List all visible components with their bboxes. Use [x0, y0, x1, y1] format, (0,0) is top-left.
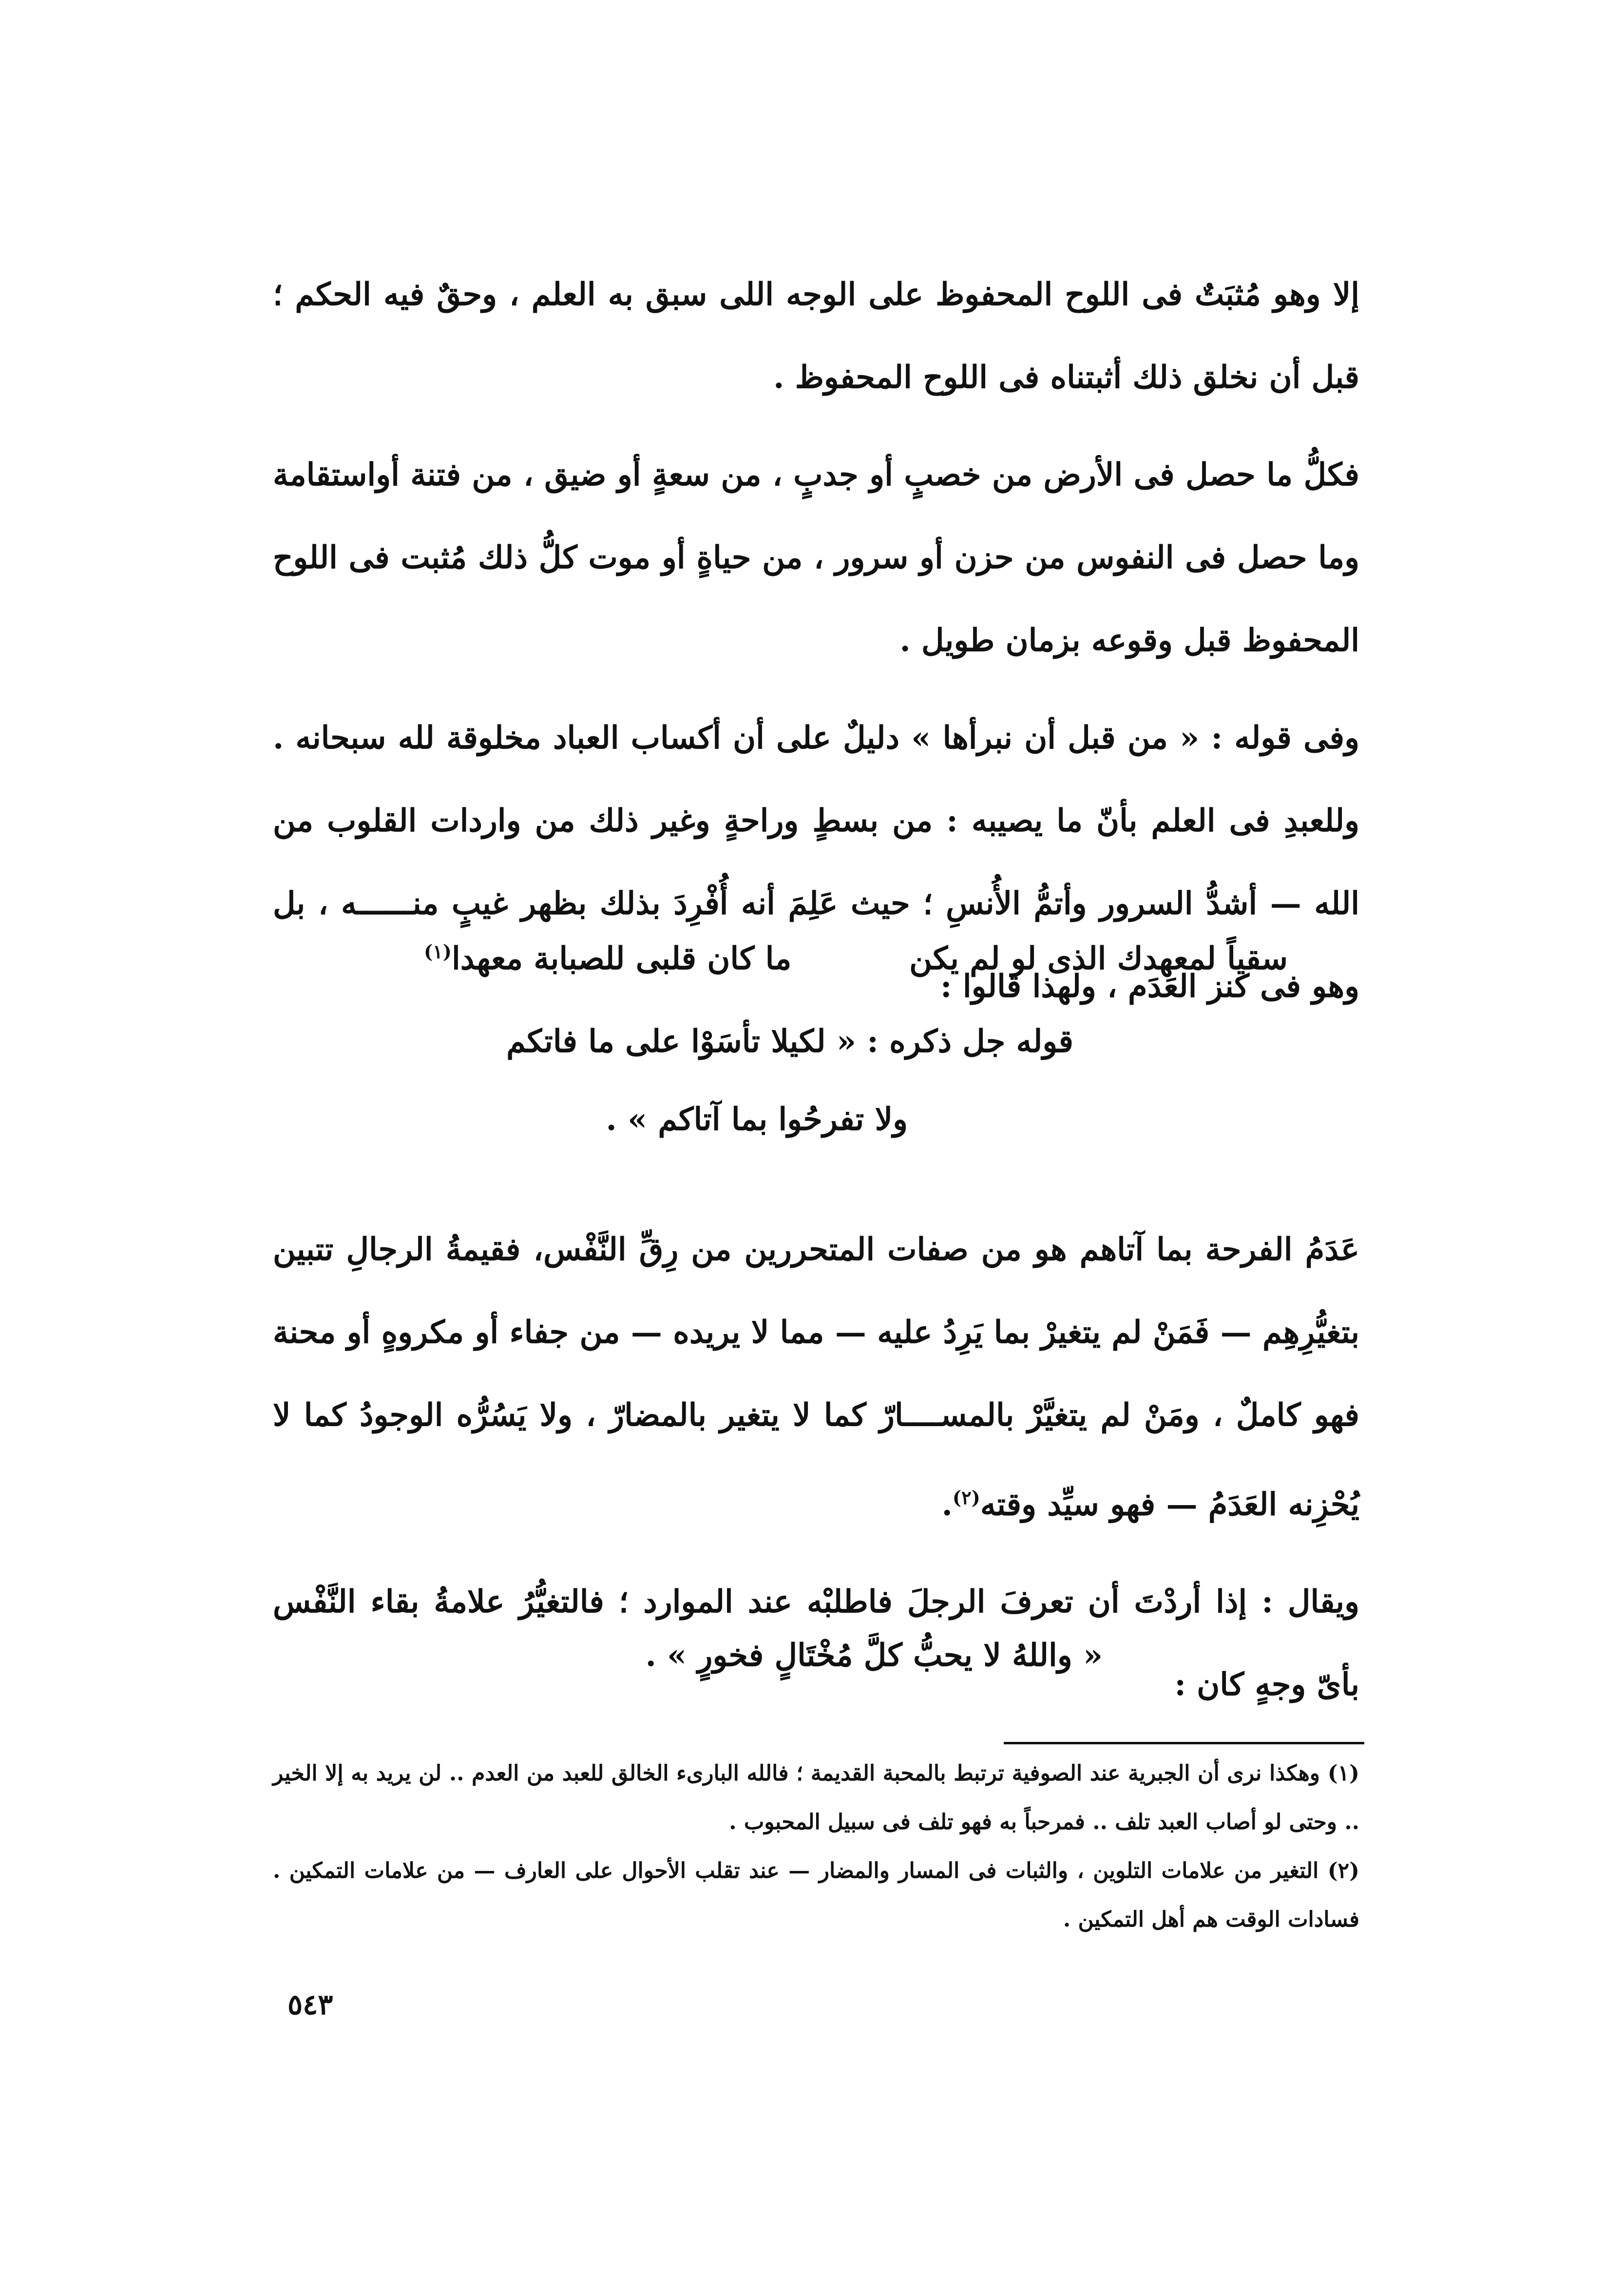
main-text-top — [273, 253, 1359, 1043]
verse-right-text: سقياً لمعهدك الذى لو لم يكن — [909, 940, 1288, 977]
footnote-1: (١) وهكذا نرى أن الجبرية عند الصوفية ترتبط بالمحبة القديمة ؛ فالله البارىء الخالق للعبد من العدم .. لن يريد به إلا الخير .. وحتى لو أصاب العبد تلف .. فمرحباً به فهو تلف فى سبيل المحبوب . — [273, 1761, 1359, 1834]
quran-quote-line-1: قوله جل ذكره : « لكيلا تأسَوْا على ما فاتكم — [506, 1023, 1073, 1060]
paragraph-4: عَدَمُ الفرحة بما آتاهم هو من صفات المتحررين من رِقِّ النَّفْس، فقيمةُ الرجالِ تتبين بتغيُّرِهِم — فَمَنْ لم يتغيرْ بما يَرِدُ عليه — مما لا يريده — من جفاء أو مكروهٍ أو محنة فهو كاملٌ ، ومَنْ لم يتغيَّرْ بالمســــارّ كما لا يتغير بالمضارّ ، ولا يَسُرُّه الوجودُ كما لا يُحْزِنه العَدَمُ — فهو سيِّد وقته$^{(٢)}$. — [273, 1231, 1360, 1523]
verse-left-text: ما كان قلبى للصبابة معهدا — [451, 940, 792, 977]
paragraph-3: وفى قوله : « من قبل أن نبرأها » دليلٌ على أن أكساب العباد مخلوقة لله سبحانه . وللعبدِ فى العلم بأنّ ما يصيبه : من بسطٍ وراحةٍ وغير ذلك من واردات القلوب من الله — أشدُّ السرور وأتمُّ الأُنسِ ؛ حيث عَلِمَ أنه أُفْرِدَ بذلك بظهر غيبٍ منــــــه ، بل وهو فى كنز العَدَم ، ولهذا قالوا : — [273, 720, 1359, 1005]
quran-quote-line-2: ولا تفرحُوا بما آتاكم » . — [606, 1101, 908, 1138]
verse-second-hemistich — [424, 940, 791, 977]
closing-quote: « واللهُ لا يحبُّ كلَّ مُخْتَالٍ فخورٍ » . — [645, 1637, 1103, 1674]
verse-first-hemistich — [909, 940, 1288, 977]
footnote-2: (٢) التغير من علامات التلوين ، والثبات فى المسار والمضار — عند تقلب الأحوال على العارف — من علامات التمكين . فسادات الوقت هم أهل التمكين . — [273, 1858, 1359, 1932]
footnote-ref-2: (٢) — [952, 1487, 980, 1509]
page-number: ٥٤٣ — [287, 1988, 333, 2021]
paragraph-2: فكلُّ ما حصل فى الأرض من خصبٍ أو جدبٍ ، من سعةٍ أو ضيق ، من فتنة أواستقامة وما حصل فى النفوس من حزن أو سرور ، من حياةٍ أو موت كلُّ ذلك مُثبت فى اللوح المحفوظ قبل وقوعه بزمان طويل . — [273, 457, 1360, 659]
paragraph-1: إلا وهو مُثبَتٌ فى اللوح المحفوظ على الوجه اللى سبق به العلم ، وحقٌ فيه الحكم ؛ قبل أن نخلق ذلك أثبتناه فى اللوح المحفوظ . — [273, 276, 1359, 396]
footnote-separator — [1004, 1742, 1364, 1744]
paragraph-5: ويقال : إذا أردْتَ أن تعرفَ الرجلَ فاطلبْه عند الموارد ؛ فالتغيُّرُ علامةُ بقاء النَّفْس بأىّ وجهٍ كان : — [273, 1584, 1359, 1703]
footnote-ref-1: (١) — [424, 941, 452, 963]
footnotes — [273, 1749, 1359, 1944]
